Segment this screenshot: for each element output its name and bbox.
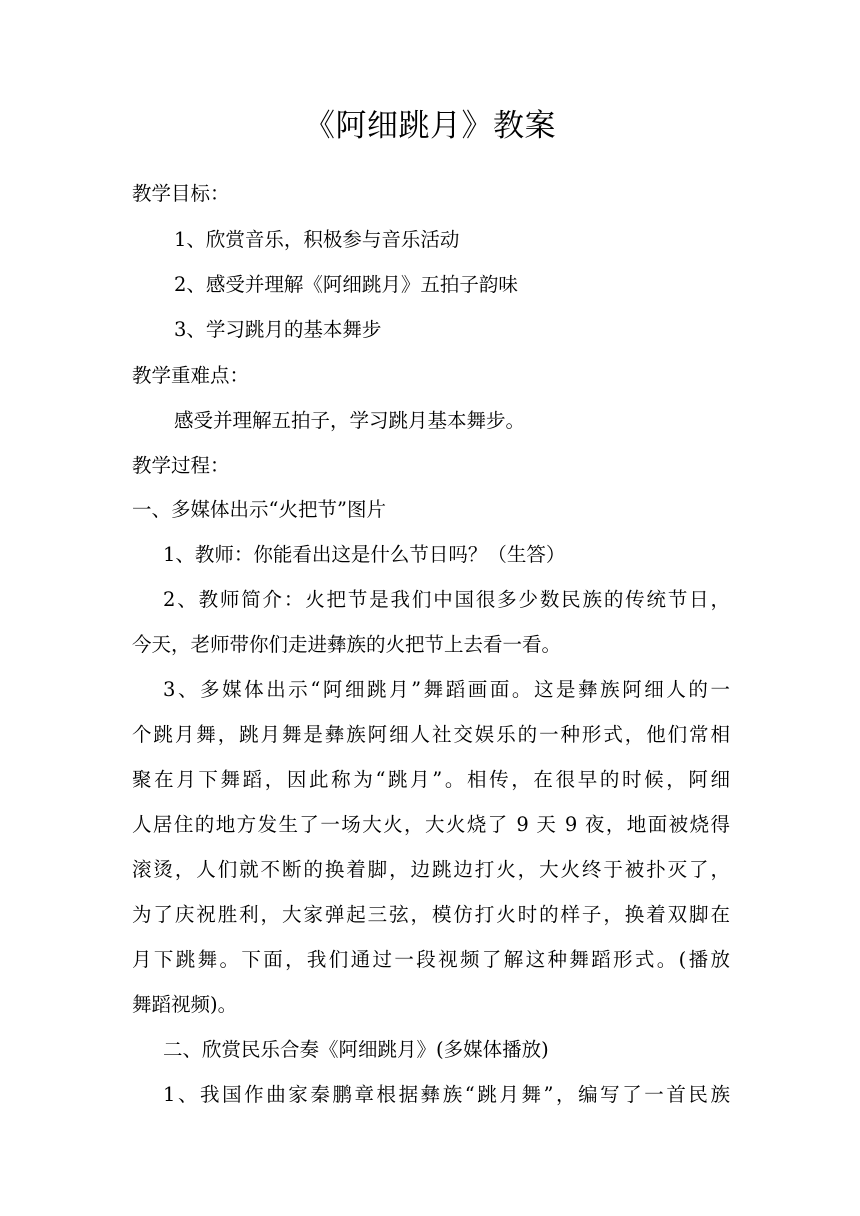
part2-item1-line-1: 1、我国作曲家秦鹏章根据彝族“跳月舞”，编写了一首民族 <box>163 1083 730 1106</box>
process-heading: 教学过程： <box>132 454 230 477</box>
goal-item-2: 2、感受并理解《阿细跳月》五拍子韵味 <box>174 273 518 296</box>
part1-item3-line-2: 个跳月舞，跳月舞是彝族阿细人社交娱乐的一种形式，他们常相 <box>132 723 730 746</box>
part2-heading: 二、欣赏民乐合奏《阿细跳月》(多媒体播放) <box>163 1038 549 1061</box>
part1-item3-line-8: 舞蹈视频)。 <box>132 993 238 1016</box>
part1-item3-line-7: 月下跳舞。下面，我们通过一段视频了解这种舞蹈形式。(播放 <box>132 948 730 971</box>
key-points-heading: 教学重难点： <box>132 364 250 387</box>
key-points-text: 感受并理解五拍子，学习跳月基本舞步。 <box>174 409 526 432</box>
part1-heading: 一、多媒体出示“火把节”图片 <box>132 498 386 521</box>
part1-item2-line-1: 2、教师简介：火把节是我们中国很多少数民族的传统节日， <box>163 588 730 611</box>
part1-item2-line-2: 今天，老师带你们走进彝族的火把节上去看一看。 <box>132 633 562 656</box>
goal-item-1: 1、欣赏音乐，积极参与音乐活动 <box>174 228 460 251</box>
part1-item3-line-6: 为了庆祝胜利，大家弹起三弦，模仿打火时的样子，换着双脚在 <box>132 903 730 926</box>
part1-item3-line-5: 滚烫，人们就不断的换着脚，边跳边打火，大火终于被扑灭了， <box>132 858 730 881</box>
part1-item3-line-1: 3、多媒体出示“阿细跳月”舞蹈画面。这是彝族阿细人的一 <box>163 678 730 701</box>
part1-item3-line-3: 聚在月下舞蹈，因此称为“跳月”。相传，在很早的时候，阿细 <box>132 768 730 791</box>
goals-heading: 教学目标： <box>132 182 230 205</box>
part1-item3-line-4: 人居住的地方发生了一场大火，大火烧了 9 天 9 夜，地面被烧得 <box>132 813 730 836</box>
part1-item1: 1、教师：你能看出这是什么节日吗？（生答） <box>163 543 566 566</box>
document-title: 《阿细跳月》教案 <box>304 108 556 144</box>
goal-item-3: 3、学习跳月的基本舞步 <box>174 318 382 341</box>
